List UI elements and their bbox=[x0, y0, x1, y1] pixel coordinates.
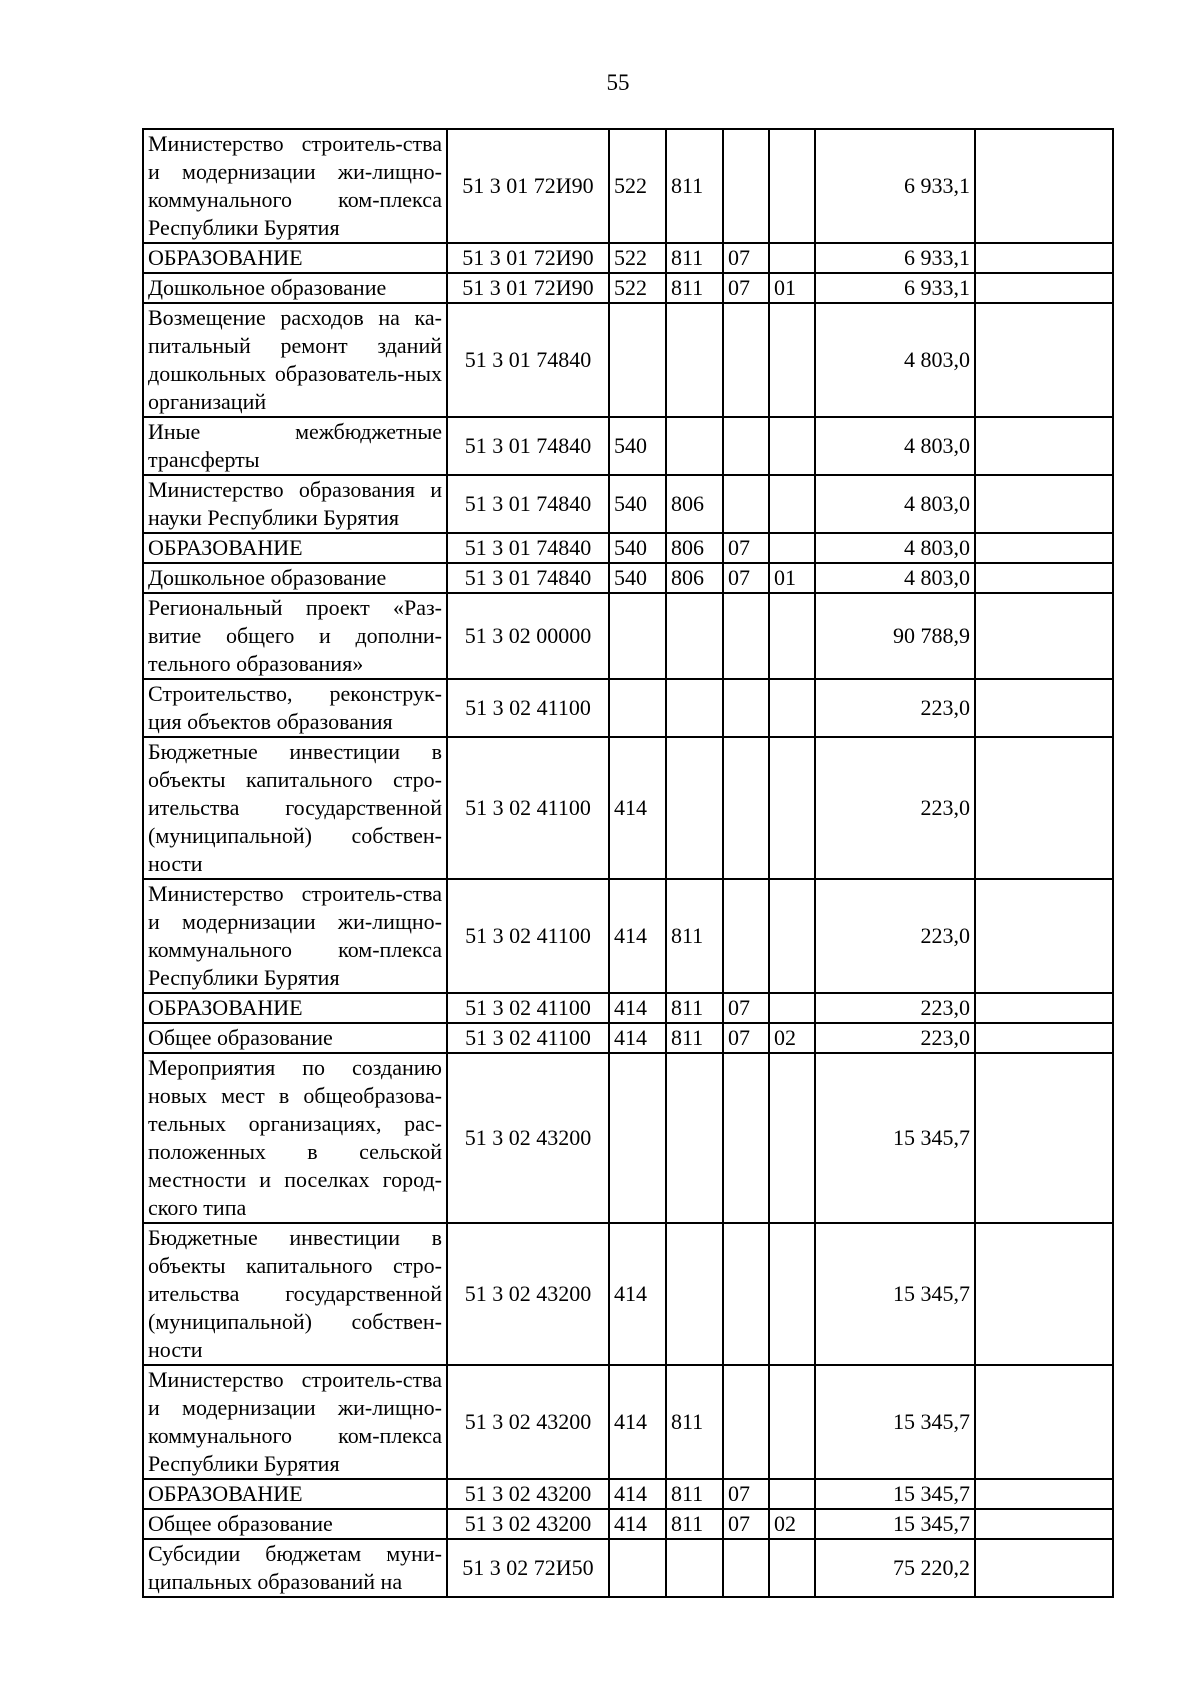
amount-cell: 15 345,7 bbox=[815, 1053, 975, 1223]
table-row bbox=[143, 593, 1113, 679]
amount-extra-cell bbox=[975, 303, 1113, 417]
target-article-code-cell: 51 3 02 41100 bbox=[447, 879, 609, 993]
table-row bbox=[143, 1479, 1113, 1509]
ministry-code-cell bbox=[666, 1223, 723, 1365]
expense-type-code-cell: 522 bbox=[609, 243, 666, 273]
target-article-code-cell: 51 3 02 43200 bbox=[447, 1223, 609, 1365]
expense-type-code-cell: 540 bbox=[609, 533, 666, 563]
row-name-cell: ОБРАЗОВАНИЕ bbox=[143, 243, 447, 273]
table-row bbox=[143, 533, 1113, 563]
subsection-code-cell: 02 bbox=[769, 1023, 815, 1053]
amount-extra-cell bbox=[975, 129, 1113, 243]
row-name-cell: Возмещение расходов на ка-питальный ремонт зданий дошкольных образователь-ных организаций bbox=[143, 303, 447, 417]
subsection-code-cell bbox=[769, 1479, 815, 1509]
ministry-code-cell bbox=[666, 1539, 723, 1597]
row-name-cell: Министерство образования и науки Республики Бурятия bbox=[143, 475, 447, 533]
subsection-code-cell bbox=[769, 417, 815, 475]
expense-type-code-cell: 414 bbox=[609, 1365, 666, 1479]
row-name-cell: Дошкольное образование bbox=[143, 273, 447, 303]
amount-cell: 15 345,7 bbox=[815, 1479, 975, 1509]
ministry-code-cell: 806 bbox=[666, 533, 723, 563]
table-row bbox=[143, 303, 1113, 417]
table-row bbox=[143, 475, 1113, 533]
section-code-cell bbox=[723, 593, 769, 679]
expense-type-code-cell: 522 bbox=[609, 273, 666, 303]
table-row bbox=[143, 879, 1113, 993]
row-name-cell: Мероприятия по созданию новых мест в общеобразова-тельных организациях, рас-положенных в сельской местности и поселках город-ского типа bbox=[143, 1053, 447, 1223]
expense-type-code-cell bbox=[609, 593, 666, 679]
ministry-code-cell: 811 bbox=[666, 1479, 723, 1509]
table-row bbox=[143, 243, 1113, 273]
target-article-code-cell: 51 3 02 43200 bbox=[447, 1365, 609, 1479]
target-article-code-cell: 51 3 01 74840 bbox=[447, 533, 609, 563]
section-code-cell bbox=[723, 1365, 769, 1479]
table-body bbox=[143, 129, 1113, 1597]
expense-type-code-cell bbox=[609, 1053, 666, 1223]
ministry-code-cell: 811 bbox=[666, 129, 723, 243]
amount-cell: 75 220,2 bbox=[815, 1539, 975, 1597]
section-code-cell: 07 bbox=[723, 243, 769, 273]
expense-type-code-cell: 540 bbox=[609, 417, 666, 475]
row-name-cell: Субсидии бюджетам муни-ципальных образований на bbox=[143, 1539, 447, 1597]
budget-table bbox=[142, 128, 1114, 1598]
amount-cell: 6 933,1 bbox=[815, 243, 975, 273]
expense-type-code-cell: 414 bbox=[609, 1223, 666, 1365]
amount-cell: 223,0 bbox=[815, 993, 975, 1023]
section-code-cell bbox=[723, 129, 769, 243]
amount-extra-cell bbox=[975, 593, 1113, 679]
amount-extra-cell bbox=[975, 1365, 1113, 1479]
subsection-code-cell bbox=[769, 737, 815, 879]
amount-cell: 4 803,0 bbox=[815, 417, 975, 475]
subsection-code-cell bbox=[769, 303, 815, 417]
table-row bbox=[143, 737, 1113, 879]
subsection-code-cell: 01 bbox=[769, 273, 815, 303]
section-code-cell bbox=[723, 737, 769, 879]
amount-cell: 223,0 bbox=[815, 679, 975, 737]
target-article-code-cell: 51 3 02 41100 bbox=[447, 737, 609, 879]
expense-type-code-cell: 414 bbox=[609, 879, 666, 993]
row-name-cell: Общее образование bbox=[143, 1023, 447, 1053]
row-name-cell: Министерство строитель-ства и модернизации жи-лищно-коммунального ком-плекса Республики Бурятия bbox=[143, 129, 447, 243]
subsection-code-cell bbox=[769, 533, 815, 563]
amount-extra-cell bbox=[975, 737, 1113, 879]
expense-type-code-cell bbox=[609, 679, 666, 737]
amount-cell: 223,0 bbox=[815, 879, 975, 993]
section-code-cell bbox=[723, 475, 769, 533]
row-name-cell: Дошкольное образование bbox=[143, 563, 447, 593]
section-code-cell: 07 bbox=[723, 1479, 769, 1509]
row-name-cell: Общее образование bbox=[143, 1509, 447, 1539]
table-row bbox=[143, 1223, 1113, 1365]
amount-extra-cell bbox=[975, 679, 1113, 737]
amount-extra-cell bbox=[975, 417, 1113, 475]
amount-cell: 90 788,9 bbox=[815, 593, 975, 679]
amount-cell: 6 933,1 bbox=[815, 273, 975, 303]
subsection-code-cell bbox=[769, 593, 815, 679]
target-article-code-cell: 51 3 02 41100 bbox=[447, 1023, 609, 1053]
row-name-cell: Министерство строитель-ства и модернизации жи-лищно-коммунального ком-плекса Республики Бурятия bbox=[143, 1365, 447, 1479]
section-code-cell bbox=[723, 879, 769, 993]
amount-cell: 223,0 bbox=[815, 1023, 975, 1053]
section-code-cell bbox=[723, 417, 769, 475]
ministry-code-cell bbox=[666, 737, 723, 879]
amount-cell: 4 803,0 bbox=[815, 303, 975, 417]
section-code-cell bbox=[723, 1223, 769, 1365]
target-article-code-cell: 51 3 02 43200 bbox=[447, 1479, 609, 1509]
subsection-code-cell bbox=[769, 1223, 815, 1365]
ministry-code-cell: 811 bbox=[666, 1509, 723, 1539]
section-code-cell: 07 bbox=[723, 273, 769, 303]
target-article-code-cell: 51 3 02 41100 bbox=[447, 679, 609, 737]
target-article-code-cell: 51 3 01 72И90 bbox=[447, 273, 609, 303]
amount-extra-cell bbox=[975, 1053, 1113, 1223]
section-code-cell bbox=[723, 303, 769, 417]
subsection-code-cell bbox=[769, 475, 815, 533]
amount-extra-cell bbox=[975, 563, 1113, 593]
amount-cell: 4 803,0 bbox=[815, 533, 975, 563]
page-number: 55 bbox=[606, 70, 630, 95]
subsection-code-cell bbox=[769, 1053, 815, 1223]
table-row bbox=[143, 1365, 1113, 1479]
section-code-cell: 07 bbox=[723, 1023, 769, 1053]
expense-type-code-cell: 414 bbox=[609, 737, 666, 879]
target-article-code-cell: 51 3 02 00000 bbox=[447, 593, 609, 679]
ministry-code-cell: 811 bbox=[666, 243, 723, 273]
section-code-cell: 07 bbox=[723, 533, 769, 563]
table-row bbox=[143, 1539, 1113, 1597]
subsection-code-cell bbox=[769, 993, 815, 1023]
amount-extra-cell bbox=[975, 475, 1113, 533]
ministry-code-cell: 811 bbox=[666, 1023, 723, 1053]
section-code-cell bbox=[723, 1053, 769, 1223]
table-row bbox=[143, 129, 1113, 243]
expense-type-code-cell: 414 bbox=[609, 993, 666, 1023]
amount-cell: 15 345,7 bbox=[815, 1509, 975, 1539]
subsection-code-cell: 01 bbox=[769, 563, 815, 593]
section-code-cell: 07 bbox=[723, 1509, 769, 1539]
row-name-cell: Строительство, реконструк-ция объектов образования bbox=[143, 679, 447, 737]
subsection-code-cell bbox=[769, 1539, 815, 1597]
expense-type-code-cell: 522 bbox=[609, 129, 666, 243]
row-name-cell: ОБРАЗОВАНИЕ bbox=[143, 533, 447, 563]
ministry-code-cell bbox=[666, 417, 723, 475]
amount-cell: 4 803,0 bbox=[815, 563, 975, 593]
section-code-cell bbox=[723, 679, 769, 737]
subsection-code-cell: 02 bbox=[769, 1509, 815, 1539]
ministry-code-cell bbox=[666, 679, 723, 737]
expense-type-code-cell bbox=[609, 1539, 666, 1597]
table-row bbox=[143, 993, 1113, 1023]
section-code-cell bbox=[723, 1539, 769, 1597]
target-article-code-cell: 51 3 01 72И90 bbox=[447, 129, 609, 243]
ministry-code-cell bbox=[666, 1053, 723, 1223]
row-name-cell: Бюджетные инвестиции в объекты капитального стро-ительства государственной (муниципальной) собствен-ности bbox=[143, 737, 447, 879]
row-name-cell: Бюджетные инвестиции в объекты капитального стро-ительства государственной (муниципальной) собствен-ности bbox=[143, 1223, 447, 1365]
target-article-code-cell: 51 3 01 74840 bbox=[447, 563, 609, 593]
amount-extra-cell bbox=[975, 1223, 1113, 1365]
expense-type-code-cell: 540 bbox=[609, 475, 666, 533]
table-row bbox=[143, 1053, 1113, 1223]
subsection-code-cell bbox=[769, 243, 815, 273]
amount-extra-cell bbox=[975, 1509, 1113, 1539]
ministry-code-cell bbox=[666, 593, 723, 679]
section-code-cell: 07 bbox=[723, 563, 769, 593]
ministry-code-cell: 811 bbox=[666, 993, 723, 1023]
ministry-code-cell: 811 bbox=[666, 1365, 723, 1479]
target-article-code-cell: 51 3 01 74840 bbox=[447, 303, 609, 417]
ministry-code-cell: 811 bbox=[666, 273, 723, 303]
expense-type-code-cell: 414 bbox=[609, 1509, 666, 1539]
target-article-code-cell: 51 3 01 72И90 bbox=[447, 243, 609, 273]
target-article-code-cell: 51 3 01 74840 bbox=[447, 475, 609, 533]
amount-extra-cell bbox=[975, 1539, 1113, 1597]
amount-cell: 15 345,7 bbox=[815, 1223, 975, 1365]
ministry-code-cell: 806 bbox=[666, 563, 723, 593]
section-code-cell: 07 bbox=[723, 993, 769, 1023]
amount-cell: 4 803,0 bbox=[815, 475, 975, 533]
subsection-code-cell bbox=[769, 129, 815, 243]
table-row bbox=[143, 679, 1113, 737]
table-row bbox=[143, 1509, 1113, 1539]
ministry-code-cell: 811 bbox=[666, 879, 723, 993]
target-article-code-cell: 51 3 02 43200 bbox=[447, 1053, 609, 1223]
amount-extra-cell bbox=[975, 243, 1113, 273]
expense-type-code-cell: 414 bbox=[609, 1023, 666, 1053]
row-name-cell: Иные межбюджетные трансферты bbox=[143, 417, 447, 475]
target-article-code-cell: 51 3 02 72И50 bbox=[447, 1539, 609, 1597]
amount-extra-cell bbox=[975, 273, 1113, 303]
ministry-code-cell bbox=[666, 303, 723, 417]
subsection-code-cell bbox=[769, 879, 815, 993]
amount-cell: 6 933,1 bbox=[815, 129, 975, 243]
row-name-cell: Региональный проект «Раз-витие общего и дополни-тельного образования» bbox=[143, 593, 447, 679]
table-row bbox=[143, 273, 1113, 303]
target-article-code-cell: 51 3 02 41100 bbox=[447, 993, 609, 1023]
target-article-code-cell: 51 3 01 74840 bbox=[447, 417, 609, 475]
expense-type-code-cell: 540 bbox=[609, 563, 666, 593]
expense-type-code-cell: 414 bbox=[609, 1479, 666, 1509]
amount-extra-cell bbox=[975, 533, 1113, 563]
target-article-code-cell: 51 3 02 43200 bbox=[447, 1509, 609, 1539]
amount-extra-cell bbox=[975, 1023, 1113, 1053]
amount-extra-cell bbox=[975, 879, 1113, 993]
amount-extra-cell bbox=[975, 993, 1113, 1023]
amount-cell: 223,0 bbox=[815, 737, 975, 879]
row-name-cell: ОБРАЗОВАНИЕ bbox=[143, 1479, 447, 1509]
table-row bbox=[143, 1023, 1113, 1053]
amount-extra-cell bbox=[975, 1479, 1113, 1509]
row-name-cell: Министерство строитель-ства и модернизации жи-лищно-коммунального ком-плекса Республики Бурятия bbox=[143, 879, 447, 993]
subsection-code-cell bbox=[769, 1365, 815, 1479]
table-row bbox=[143, 417, 1113, 475]
table-row bbox=[143, 563, 1113, 593]
subsection-code-cell bbox=[769, 679, 815, 737]
ministry-code-cell: 806 bbox=[666, 475, 723, 533]
row-name-cell: ОБРАЗОВАНИЕ bbox=[143, 993, 447, 1023]
expense-type-code-cell bbox=[609, 303, 666, 417]
amount-cell: 15 345,7 bbox=[815, 1365, 975, 1479]
